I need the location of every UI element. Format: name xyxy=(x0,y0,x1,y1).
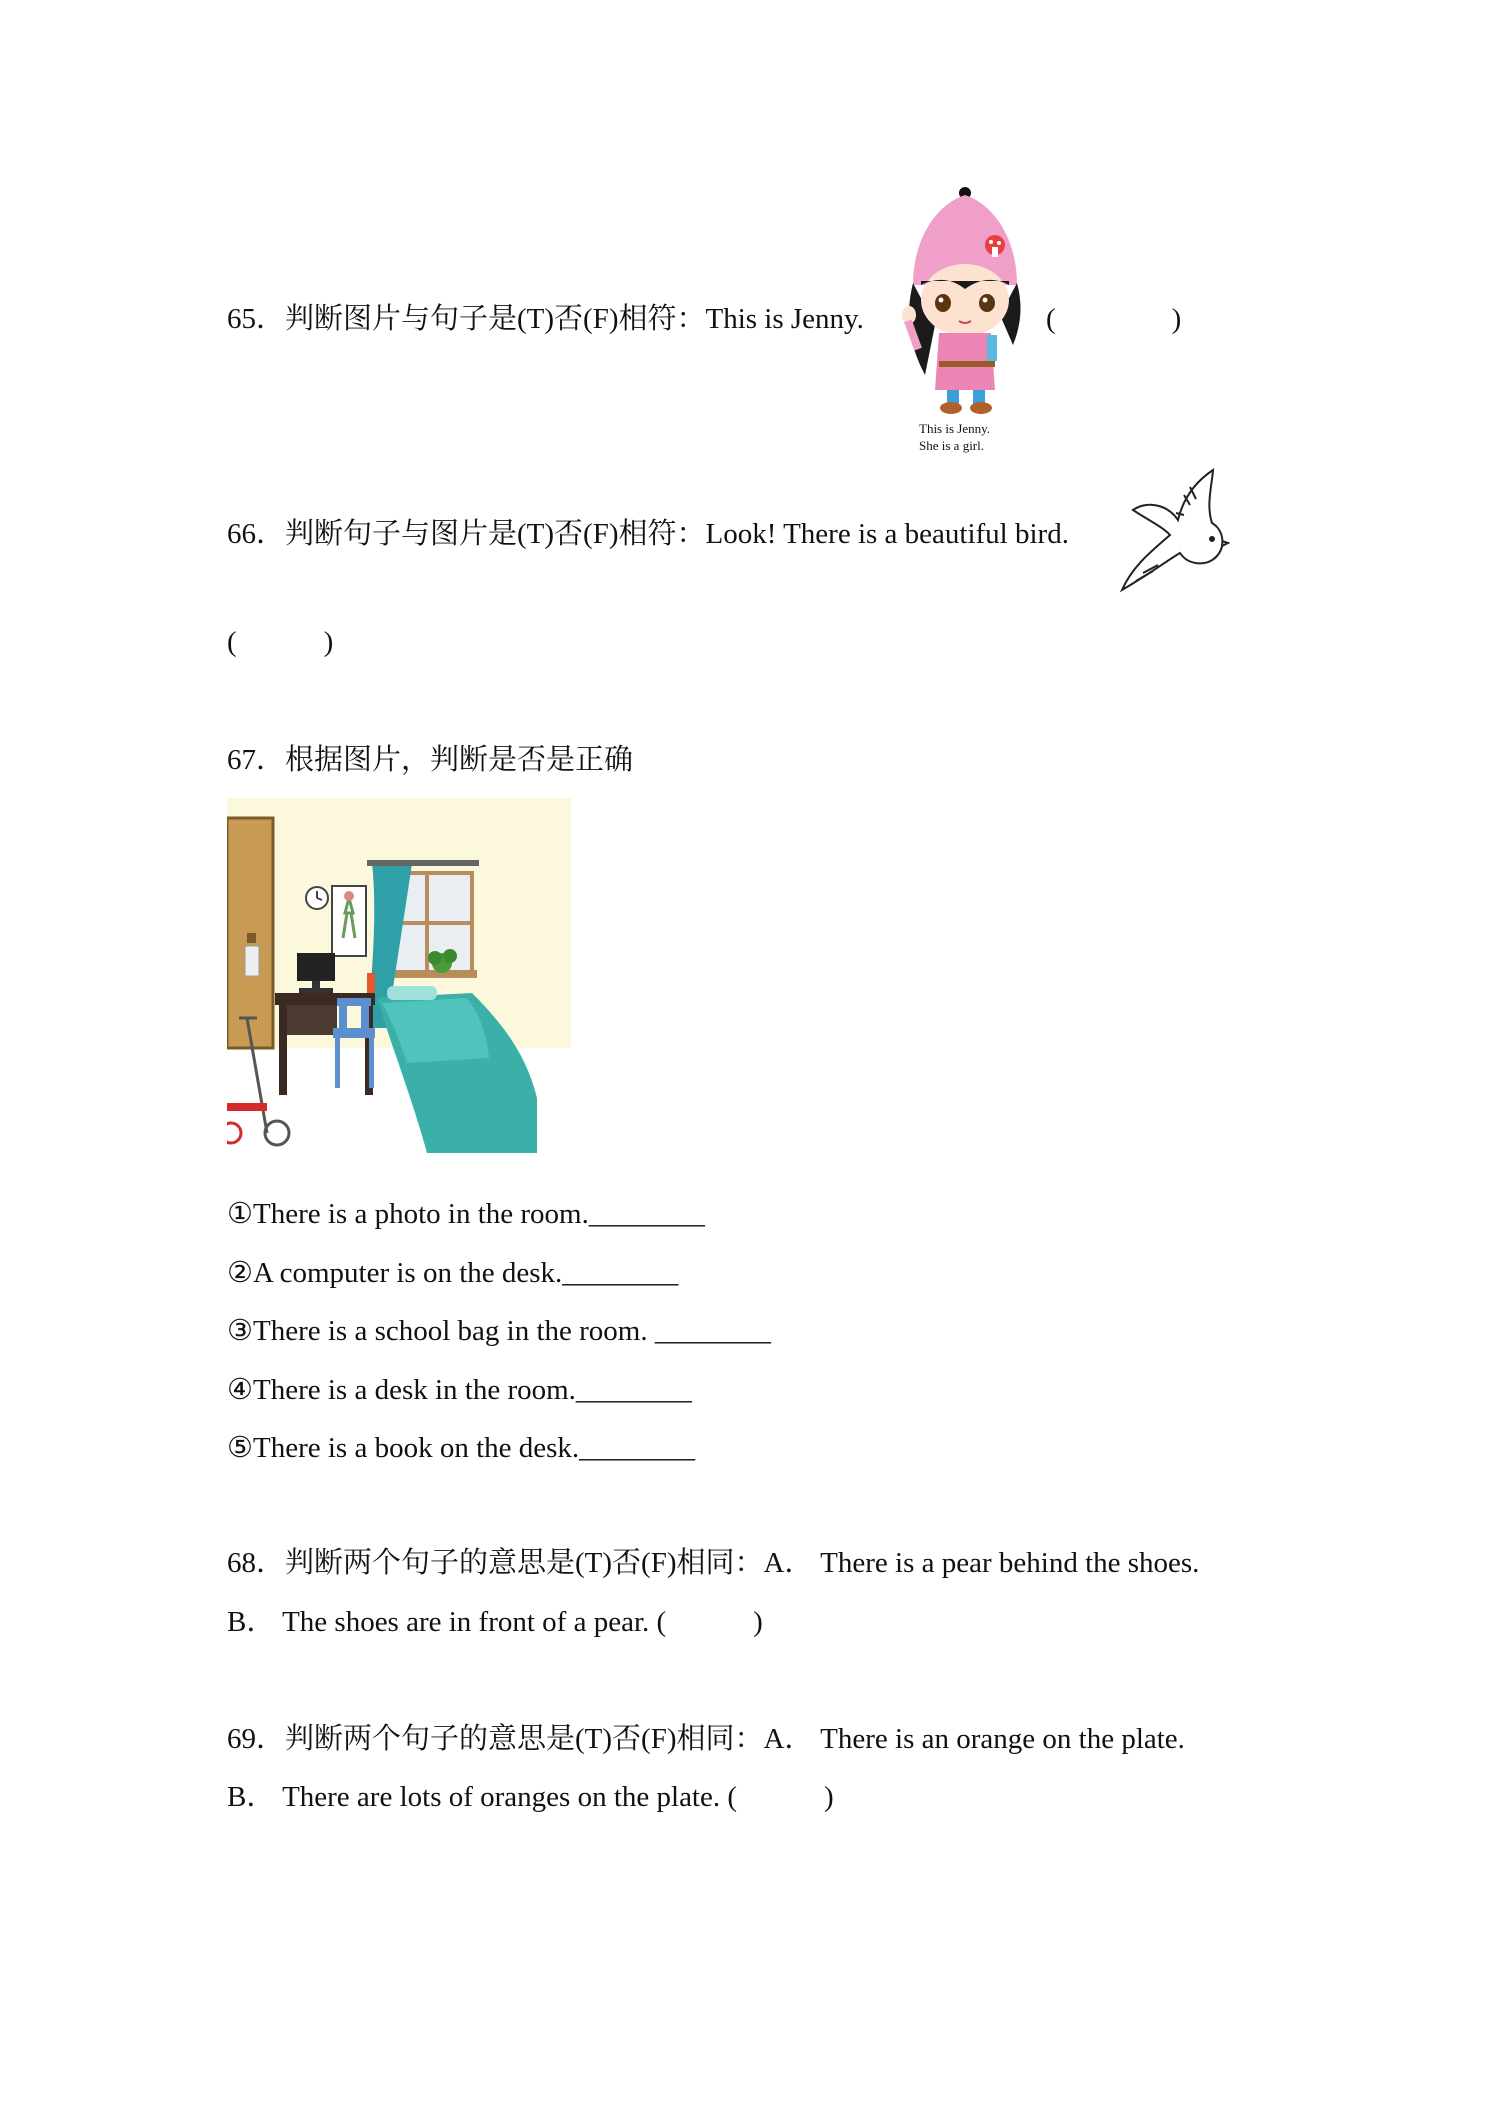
q68-line1 xyxy=(227,1545,1199,1581)
q66-line xyxy=(227,516,1069,552)
q67-item-4[interactable]: ④There is a desk in the room.________ xyxy=(227,1374,692,1406)
jenny-caption-line2: She is a girl. xyxy=(919,438,984,453)
q69-text: 判断两个句子的意思是(T)否(F)相同：A． There is an orange on the plate. xyxy=(285,1723,1185,1755)
q67-item-1[interactable]: ①There is a photo in the room.________ xyxy=(227,1198,705,1230)
q66-answer-blank[interactable]: ( ) xyxy=(227,626,334,658)
bedroom-picture xyxy=(227,798,571,1158)
bird-picture xyxy=(1118,465,1230,597)
q65-answer-blank[interactable]: ( ) xyxy=(1046,303,1182,335)
q68-number: 68． xyxy=(227,1547,286,1579)
q68-line2[interactable]: B． The shoes are in front of a pear. ( ) xyxy=(227,1606,763,1638)
q67-item-2[interactable]: ②A computer is on the desk.________ xyxy=(227,1257,679,1289)
q69-line2[interactable]: B． There are lots of oranges on the plate. ( ) xyxy=(227,1781,834,1813)
q67-text: 根据图片，判断是否是正确 xyxy=(285,744,634,776)
jenny-illustration xyxy=(895,185,1035,415)
bird-illustration xyxy=(1118,465,1230,597)
q65-number: 65． xyxy=(227,303,286,335)
q67-line xyxy=(227,742,633,778)
q67-item-5[interactable]: ⑤There is a book on the desk.________ xyxy=(227,1432,696,1464)
q65-text: 判断图片与句子是(T)否(F)相符：This is Jenny. xyxy=(285,303,864,335)
q67-item-3[interactable]: ③There is a school bag in the room. ________ xyxy=(227,1315,771,1347)
q66-text: 判断句子与图片是(T)否(F)相符：Look! There is a beautiful bird. xyxy=(285,518,1069,550)
q69-number: 69． xyxy=(227,1723,286,1755)
bedroom-illustration xyxy=(227,798,571,1158)
q66-number: 66． xyxy=(227,518,286,550)
jenny-caption-line1: This is Jenny. xyxy=(919,421,991,436)
q67-number: 67． xyxy=(227,744,286,776)
q65-line xyxy=(227,301,864,337)
q69-line1 xyxy=(227,1721,1185,1757)
jenny-caption xyxy=(895,420,1035,454)
jenny-picture xyxy=(895,185,1035,453)
q68-text: 判断两个句子的意思是(T)否(F)相同：A． There is a pear behind the shoes. xyxy=(285,1547,1200,1579)
